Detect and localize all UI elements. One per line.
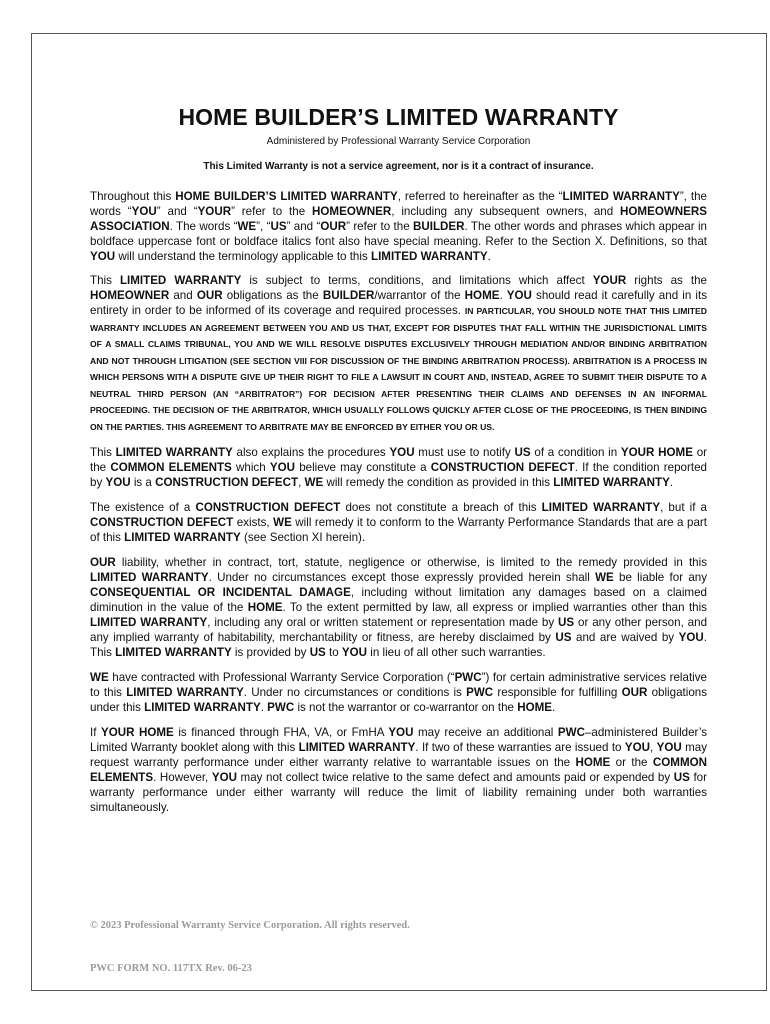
body-text: is a	[130, 476, 156, 489]
paragraph-intro	[90, 189, 707, 264]
body-text: , including any subsequent owners, and	[391, 205, 621, 218]
body-text: rights as the	[626, 274, 708, 287]
body-text: be liable for any	[613, 571, 708, 584]
defined-term: YOU	[341, 646, 368, 659]
body-text: ”, the words “	[90, 190, 708, 218]
body-text: . The words “	[169, 220, 238, 233]
defined-term: PWC	[466, 686, 494, 699]
defined-term: LIMITED WARRANTY	[298, 741, 416, 754]
paragraph-liability	[90, 555, 707, 660]
defined-term: US	[514, 446, 531, 459]
body-text: may receive an additional	[413, 726, 558, 739]
body-text: of a condition in	[530, 446, 621, 459]
body-text: , referred to hereinafter as the “	[397, 190, 563, 203]
body-text: which	[231, 461, 270, 474]
body-text: is subject to terms, conditions, and limitations which affect	[241, 274, 593, 287]
defined-term: OUR	[90, 556, 116, 569]
body-text: responsible for fulfilling	[493, 686, 622, 699]
body-text: liability, whether in contract, tort, statute, negligence or otherwise, is limited to the remedy provided in this	[115, 556, 707, 569]
body-text: ,	[650, 741, 657, 754]
defined-term: YOU	[131, 205, 157, 218]
body-text: . To the extent permitted by law, all express or implied warranties other than this	[282, 601, 707, 614]
body-text: . However,	[153, 771, 212, 784]
body-text: . If the condition reported by	[90, 461, 707, 489]
defined-term: US	[673, 771, 690, 784]
defined-term: COMMON ELEMENTS	[90, 756, 707, 784]
defined-term: YOUR HOME	[620, 446, 693, 459]
body-text: . The other words and phrases which appear in boldface uppercase font or boldface italics font also have special meaning. Refer to the Section X. Definitions, so that	[90, 220, 707, 248]
defined-term: US	[309, 646, 326, 659]
defined-term: CONSTRUCTION DEFECT	[155, 476, 299, 489]
defined-term: HOME	[464, 289, 500, 302]
defined-term: YOU	[269, 461, 295, 474]
body-text: .	[260, 701, 268, 714]
defined-term: HOME	[517, 701, 552, 714]
body-text: for warranty performance under either warranty will reduce the limit of liability remaining under both warranties simultaneously.	[90, 771, 707, 814]
defined-term: BUILDER	[412, 220, 465, 233]
defined-term: YOUR	[592, 274, 627, 287]
defined-term: YOU	[389, 446, 415, 459]
body-text: or the	[90, 446, 708, 474]
defined-term: US	[270, 220, 287, 233]
body-text: . Under no circumstances except those expressly provided herein shall	[208, 571, 596, 584]
defined-term: LIMITED WARRANTY	[541, 501, 661, 514]
defined-term: LIMITED WARRANTY	[562, 190, 680, 203]
paragraph-procedures	[90, 445, 707, 490]
arbitration-notice: IN PARTICULAR, YOU SHOULD NOTE THAT THIS LIMITED WARRANTY INCLUDES AN AGREEMENT BETWEEN YOU AND US THAT, EXCEPT FOR DISPUTES THAT FALL WITHIN THE JURISDICTIONAL LIMITS OF A SMALL CLAIMS TRIBUNAL, YOU AND WE WILL RESOLVE DISPUTES EXCLUSIVELY THROUGH MEDIATION AND/OR BINDING ARBITRATION AND NOT THROUGH LITIGATION (SEE SECTION VIII FOR DISCUSSION OF THE BINDING ARBITRATION PROCESS). ARBITRATION IS A PROCESS IN WHICH PERSONS WITH A DISPUTE GIVE UP THEIR RIGHT TO FILE A LAWSUIT IN COURT AND, INSTEAD, AGREE TO SUBMIT THEIR DISPUTE TO A NEUTRAL THIRD PERSON (AN “ARBITRATOR”) FOR DECISION AFTER PRESENTING THEIR CLAIMS AND DEFENSES IN AN INFORMAL PROCEEDING. THE DECISION OF THE ARBITRATOR, WHICH USUALLY FOLLOWS QUICKLY AFTER CLOSE OF THE PROCEEDING, IS THEN BINDING ON THE PARTIES. THIS AGREEMENT TO ARBITRATE MAY BE ENFORCED BY EITHER YOU OR US.	[90, 306, 707, 432]
body-text: If	[90, 726, 101, 739]
defined-term: LIMITED WARRANTY	[124, 531, 241, 544]
body-text: believe may constitute a	[294, 461, 431, 474]
defined-term: YOUR	[197, 205, 232, 218]
body-text: This	[90, 274, 120, 287]
defined-term: LIMITED WARRANTY	[126, 686, 244, 699]
defined-term: OUR	[320, 220, 347, 233]
paragraph-terms-arbitration	[90, 273, 707, 435]
body-text: will understand the terminology applicable to this	[115, 250, 371, 263]
defined-term: OUR	[621, 686, 648, 699]
body-text: ” refer to the	[231, 205, 313, 218]
defined-term: CONSTRUCTION DEFECT	[195, 501, 341, 514]
defined-term: LIMITED WARRANTY	[553, 476, 670, 489]
defined-term: WE	[237, 220, 257, 233]
body-text: ,	[298, 476, 305, 489]
defined-term: PWC	[557, 726, 585, 739]
body-text: or the	[610, 756, 653, 769]
document-subtitle: Administered by Professional Warranty Service Corporation	[266, 136, 531, 147]
body-text: may not collect twice relative to the same defect and amounts paid or expended by	[236, 771, 674, 784]
defined-term: LIMITED WARRANTY	[370, 250, 488, 263]
body-text: This	[90, 446, 116, 459]
body-text: in lieu of all other such warranties.	[367, 646, 546, 659]
body-text: to	[325, 646, 342, 659]
body-text: exists,	[233, 516, 274, 529]
body-text: .	[669, 476, 674, 489]
body-text: is not the warrantor or co-warrantor on the	[294, 701, 518, 714]
body-text: will remedy it to conform to the Warranty Performance Standards that are a part of this	[90, 516, 707, 544]
defined-term: US	[555, 631, 572, 644]
defined-term: YOU	[678, 631, 704, 644]
body-text: and	[169, 289, 197, 302]
defined-term: CONSEQUENTIAL OR INCIDENTAL DAMAGE	[90, 586, 351, 599]
defined-term: LIMITED WARRANTY	[119, 274, 242, 287]
defined-term: YOUR HOME	[100, 726, 174, 739]
document-body	[90, 103, 707, 815]
defined-term: HOME	[575, 756, 611, 769]
form-number: PWC FORM NO. 117TX Rev. 06-23	[90, 963, 252, 974]
defined-term: HOMEOWNER	[90, 289, 170, 302]
defined-term: HOME BUILDER’S LIMITED WARRANTY	[175, 190, 398, 203]
body-text: should read it carefully and in its entirety in order to be informed of its coverage and required processes.	[90, 289, 707, 317]
defined-term: CONSTRUCTION DEFECT	[430, 461, 575, 474]
body-text: /warrantor of the	[374, 289, 465, 302]
body-text: ”) for certain administrative services relative to this	[90, 671, 707, 699]
body-text: or any other person, and any implied warranty of habitability, merchantability or fitness, are hereby disclaimed by	[90, 616, 708, 644]
body-text: .	[499, 289, 507, 302]
defined-term: COMMON ELEMENTS	[110, 461, 232, 474]
defined-term: OUR	[196, 289, 223, 302]
body-text: does not constitute a breach of this	[340, 501, 542, 514]
defined-term: YOU	[624, 741, 650, 754]
defined-term: YOU	[211, 771, 237, 784]
defined-term: YOU	[105, 476, 131, 489]
document-title: HOME BUILDER’S LIMITED WARRANTY	[178, 104, 619, 130]
defined-term: YOU	[388, 726, 414, 739]
body-text: ” refer to the	[346, 220, 413, 233]
body-text: Throughout this	[90, 190, 176, 203]
body-text: ”, “	[256, 220, 271, 233]
body-text: will remedy the condition as provided in this	[323, 476, 554, 489]
defined-term: WE	[90, 671, 109, 684]
defined-term: WE	[595, 571, 614, 584]
body-text: .	[487, 250, 491, 263]
defined-term: WE	[304, 476, 324, 489]
disclaimer-notice: This Limited Warranty is not a service agreement, nor is it a contract of insurance.	[203, 161, 594, 172]
body-text: may request warranty performance under either warranty relative to warrantable issues on the	[90, 741, 707, 769]
defined-term: LIMITED WARRANTY	[90, 571, 209, 584]
defined-term: HOMEOWNER	[312, 205, 392, 218]
defined-term: PWC	[454, 671, 482, 684]
defined-term: CONSTRUCTION DEFECT	[90, 516, 234, 529]
body-text: have contracted with Professional Warranty Service Corporation (“	[108, 671, 455, 684]
defined-term: BUILDER	[322, 289, 375, 302]
defined-term: WE	[273, 516, 292, 529]
body-text: . This	[90, 631, 707, 659]
body-text: and are waived by	[571, 631, 679, 644]
body-text: also explains the procedures	[232, 446, 390, 459]
defined-term: LIMITED WARRANTY	[115, 446, 233, 459]
body-text: obligations under this	[90, 686, 708, 714]
body-text: . If two of these warranties are issued to	[415, 741, 625, 754]
defined-term: PWC	[267, 701, 295, 714]
defined-term: YOU	[506, 289, 532, 302]
defined-term: LIMITED WARRANTY	[90, 616, 208, 629]
defined-term: YOU	[90, 250, 116, 263]
body-text: must use to notify	[414, 446, 515, 459]
body-text: (see Section XI herein).	[240, 531, 366, 544]
defined-term: US	[558, 616, 575, 629]
body-text: , including any oral or written statement or representation made by	[207, 616, 559, 629]
paragraph-construction-defect	[90, 500, 707, 545]
body-text: is provided by	[231, 646, 310, 659]
paragraph-fha-va	[90, 725, 707, 815]
defined-term: LIMITED WARRANTY	[144, 701, 261, 714]
body-text: The existence of a	[90, 501, 196, 514]
body-text: ” and “	[156, 205, 198, 218]
defined-term: HOME	[247, 601, 283, 614]
body-text: .	[551, 701, 556, 714]
body-text: obligations as the	[222, 289, 323, 302]
defined-term: LIMITED WARRANTY	[115, 646, 232, 659]
copyright-notice: © 2023 Professional Warranty Service Corporation. All rights reserved.	[90, 920, 410, 931]
body-text: . Under no circumstances or conditions is	[243, 686, 467, 699]
body-text: –administered Builder’s Limited Warranty booklet along with this	[90, 726, 708, 754]
body-text: , but if a	[660, 501, 707, 514]
defined-term: HOMEOWNERS ASSOCIATION	[90, 205, 707, 233]
body-text: is financed through FHA, VA, or FmHA	[173, 726, 389, 739]
paragraph-pwc-services	[90, 670, 707, 715]
body-text: ” and “	[286, 220, 321, 233]
body-text: , including without limitation any damages based on a claimed diminution in the value of the	[90, 586, 707, 614]
defined-term: YOU	[656, 741, 682, 754]
